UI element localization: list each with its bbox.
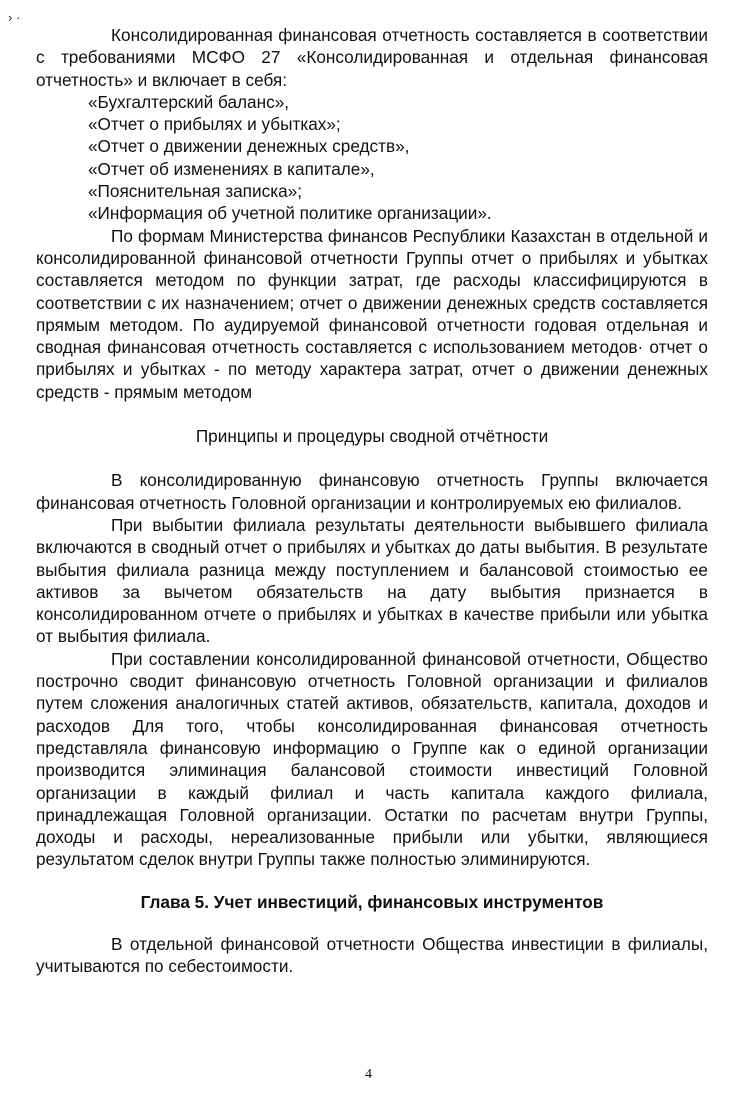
report-list-item: «Бухгалтерский баланс», [88, 91, 290, 112]
page-number: 4 [365, 1067, 372, 1082]
report-list-item: «Информация об учетной политике организации». [88, 203, 492, 224]
section-heading: Принципы и процедуры сводной отчётности [195, 426, 549, 447]
report-list-item: «Пояснительная записка»; [88, 181, 302, 202]
report-list [36, 91, 708, 225]
intro-paragraph: Консолидированная финансовая отчетность составляется в соответствии с требованиями МСФО 27 «Консолидированная и отдельная финансовая отчетность» и включает в себя: [36, 25, 708, 90]
methods-paragraph: По формам Министерства финансов Республики Казахстан в отдельной и консолидированной финансовой отчетности Группы отчет о прибылях и убытках составляется методом по функции затрат, где расходы классифицируются в соответствии с их назначением; отчет о движении денежных средств составляется прямым методом. По аудируемой финансовой отчетности годовая отдельная и сводная финансовая отчетность составляется с использованием методов· отчет о прибылях и убытках - по методу характера затрат, отчет о движении денежных средств - прямым методом [36, 225, 708, 402]
document-page [36, 24, 708, 978]
report-list-item: «Отчет о движении денежных средств», [88, 136, 410, 157]
disposal-paragraph: При выбытии филиала результаты деятельности выбывшего филиала включаются в сводный отчет о прибылях и убытках до даты выбытия. В результате выбытия филиала разница между поступлением и балансовой стоимостью ее активов за вычетом обязательств на дату выбытия признается в консолидированном отчете о прибылях и убытках в качестве прибыли или убытка от выбытия филиала. [36, 514, 708, 647]
consolidation-procedure-paragraph: При составлении консолидированной финансовой отчетности, Общество построчно сводит финансовую отчетность Головной организации и филиалов путем сложения аналогичных статей активов, обязательств, капитала, доходов и расходов Для того, чтобы консолидированная финансовая отчетность представляла финансовую информацию о Группе как о единой организации производится элиминация балансовой стоимости инвестиций Головной организации в каждый филиал и часть капитала каждого филиала, принадлежащая Головной организации. Остатки по расчетам внутри Группы, доходы и расходы, нереализованные прибыли или убытки, являющиеся результатом сделок внутри Группы также полностью элиминируются. [36, 648, 708, 870]
chapter-heading: Глава 5. Учет инвестиций, финансовых инструментов [140, 891, 604, 912]
scan-corner-mark: › · [8, 10, 21, 25]
group-scope-paragraph: В консолидированную финансовую отчетность Группы включается финансовая отчетность Головной организации и контролируемых ею филиалов. [36, 470, 708, 513]
report-list-item: «Отчет о прибылях и убытках»; [88, 114, 341, 135]
investments-paragraph: В отдельной финансовой отчетности Общества инвестиции в филиалы, учитываются по себестоимости. [36, 933, 708, 977]
report-list-item: «Отчет об изменениях в капитале», [88, 158, 375, 179]
